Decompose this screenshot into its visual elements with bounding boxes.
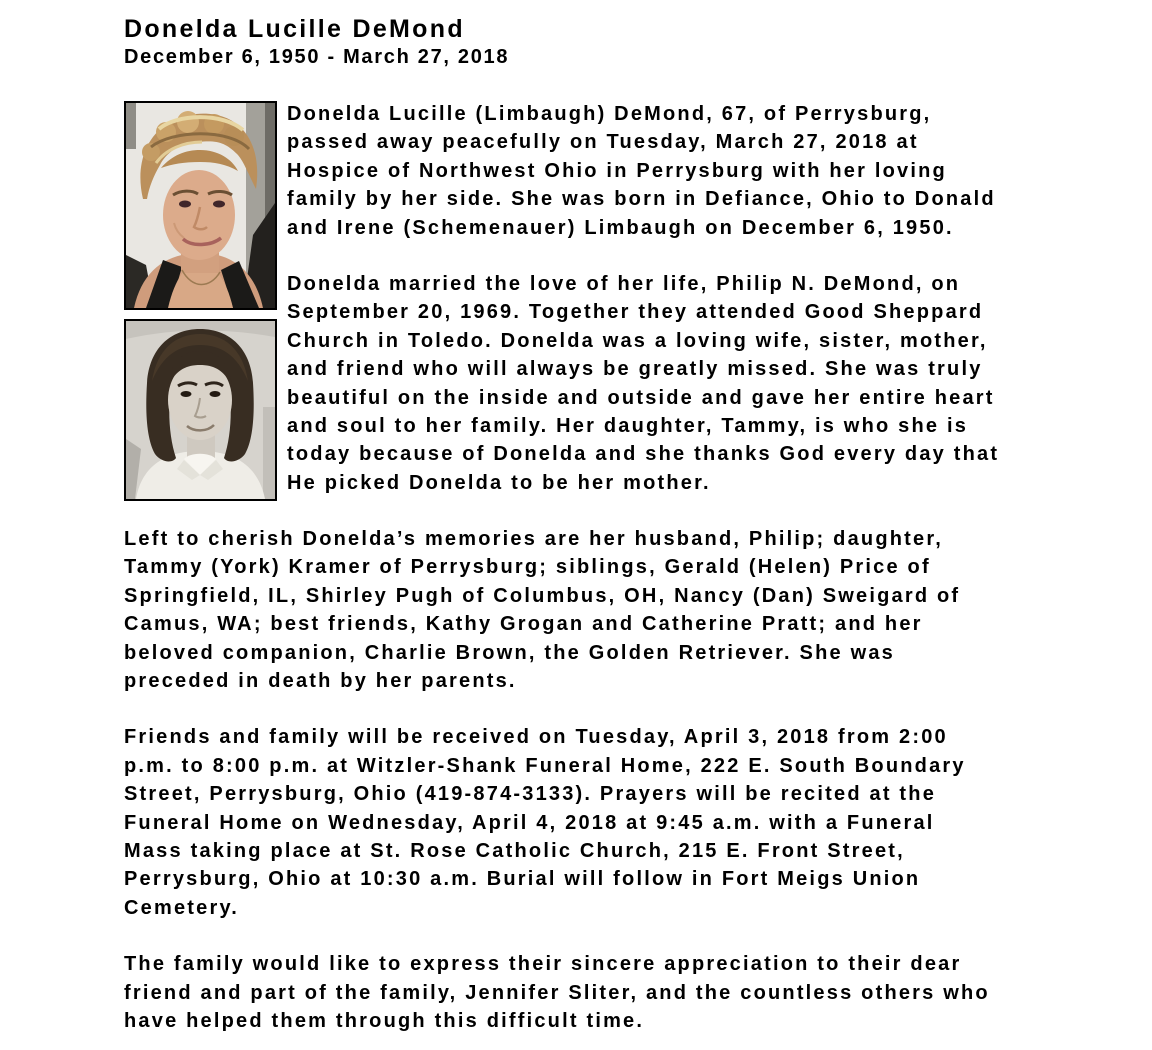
page-title: Donelda Lucille DeMond xyxy=(124,15,465,43)
text-line: and Irene (Schemenauer) Limbaugh on December 6, 1950. xyxy=(287,216,954,239)
paragraph-3 xyxy=(124,525,1112,695)
photo-recent-color-portrait xyxy=(124,101,277,310)
text-line: p.m. to 8:00 p.m. at Witzler-Shank Funeral Home, 222 E. South Boundary xyxy=(124,754,966,777)
text-line: Mass taking place at St. Rose Catholic Church, 215 E. Front Street, xyxy=(124,839,905,862)
text-line: Donelda Lucille (Limbaugh) DeMond, 67, of Perrysburg, xyxy=(287,103,932,125)
text-line: Springfield, IL, Shirley Pugh of Columbus, OH, Nancy (Dan) Sweigard of xyxy=(124,584,961,607)
paragraph-4 xyxy=(124,723,1112,922)
text-line: Hospice of Northwest Ohio in Perrysburg with her loving xyxy=(287,159,947,182)
text-line: He picked Donelda to be her mother. xyxy=(287,471,711,494)
text-line: Friends and family will be received on Tuesday, April 3, 2018 from 2:00 xyxy=(124,726,948,749)
text-line: Church in Toledo. Donelda was a loving wife, sister, mother, xyxy=(287,329,988,352)
text-line: Cemetery. xyxy=(124,896,240,919)
text-line: and soul to her family. Her daughter, Tammy, is who she is xyxy=(287,414,969,437)
text-line: have helped them through this difficult time. xyxy=(124,1009,645,1032)
text-line: passed away peacefully on Tuesday, March 27, 2018 at xyxy=(287,131,919,154)
young-portrait-illustration xyxy=(126,321,275,499)
text-line: family by her side. She was born in Defiance, Ohio to Donald xyxy=(287,188,996,211)
paragraph-5 xyxy=(124,950,1112,1035)
life-dates: December 6, 1950 - March 27, 2018 xyxy=(124,46,510,68)
text-line: today because of Donelda and she thanks God every day that xyxy=(287,443,1000,466)
text-line: preceded in death by her parents. xyxy=(124,670,517,693)
recent-portrait-illustration xyxy=(126,103,275,308)
text-line: Camus, WA; best friends, Kathy Grogan and Catherine Pratt; and her xyxy=(124,613,923,636)
text-line: The family would like to express their sincere appreciation to their dear xyxy=(124,953,962,976)
photo-young-bw-portrait xyxy=(124,319,277,501)
text-line: friend and part of the family, Jennifer Sliter, and the countless others who xyxy=(124,981,990,1004)
text-line: Funeral Home on Wednesday, April 4, 2018 at 9:45 a.m. with a Funeral xyxy=(124,811,935,834)
text-line: beloved companion, Charlie Brown, the Golden Retriever. She was xyxy=(124,641,895,664)
obituary-body xyxy=(124,100,1112,1035)
photo-column xyxy=(124,101,277,501)
text-line: Street, Perrysburg, Ohio (419-874-3133). Prayers will be recited at the xyxy=(124,783,937,806)
text-line: beautiful on the inside and outside and gave her entire heart xyxy=(287,386,995,409)
text-line: and friend who will always be greatly missed. She was truly xyxy=(287,358,983,381)
text-line: Perrysburg, Ohio at 10:30 a.m. Burial will follow in Fort Meigs Union xyxy=(124,868,921,891)
text-line: Left to cherish Donelda’s memories are her husband, Philip; daughter, xyxy=(124,528,943,551)
text-line: Tammy (York) Kramer of Perrysburg; siblings, Gerald (Helen) Price of xyxy=(124,556,931,579)
text-line: Donelda married the love of her life, Philip N. DeMond, on xyxy=(287,272,961,295)
text-line: September 20, 1969. Together they attended Good Sheppard xyxy=(287,301,984,324)
